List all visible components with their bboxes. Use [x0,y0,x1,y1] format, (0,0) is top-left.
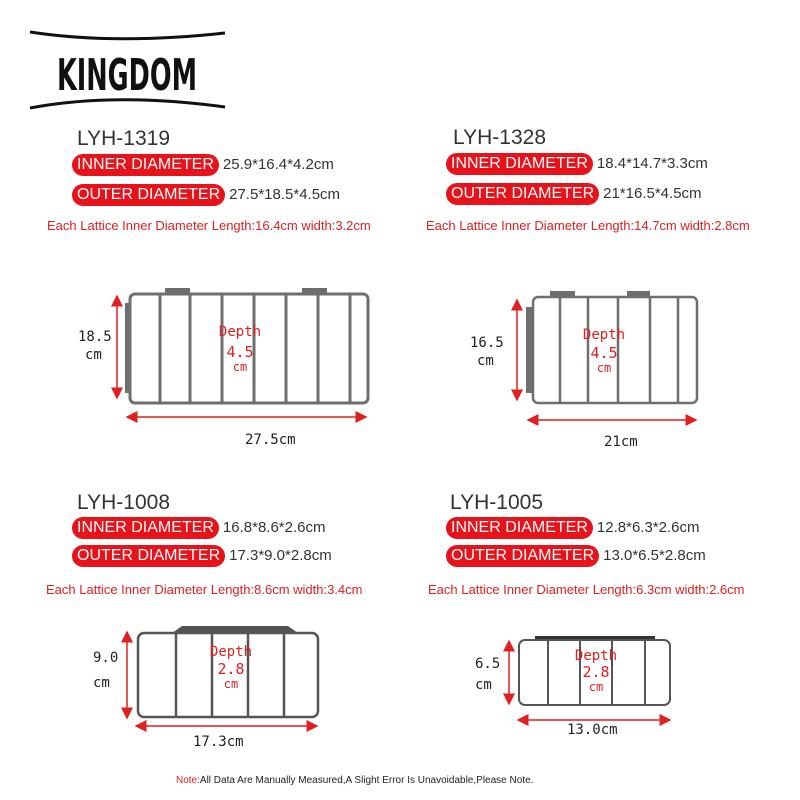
inner-diameter-row [446,517,699,539]
inner-diameter-value: 12.8*6.3*2.6cm [596,519,700,536]
depth-unit: cm [232,359,248,374]
inner-diameter-value: 16.8*8.6*2.6cm [222,519,326,536]
width-label: 27.5cm [245,432,296,448]
depth-unit: cm [596,360,612,375]
svg-text:KINGDOM: KINGDOM [57,50,197,101]
outer-diameter-value: 21*16.5*4.5cm [603,185,702,202]
kingdom-logo [30,32,225,108]
depth-label-group [569,328,639,375]
width-label: 13.0cm [567,722,618,738]
lattice-note: Each Lattice Inner Diameter Length:8.6cm width:3.4cm [46,582,363,597]
height-unit: cm [475,677,492,693]
depth-value: 2.8 [582,663,610,682]
model-title: LYH-1328 [453,126,547,149]
height-value: 18.5 [78,329,112,345]
outer-diameter-badge: OUTER DIAMETER [72,184,225,206]
inner-diameter-row [446,153,708,175]
depth-label: Depth [218,324,262,340]
inner-diameter-badge: INNER DIAMETER [72,154,219,176]
depth-label: Depth [574,648,618,664]
inner-diameter-row [72,517,325,539]
footer-note [176,775,533,786]
inner-diameter-value: 18.4*14.7*3.3cm [596,155,708,172]
depth-value: 4.5 [226,343,254,362]
depth-unit: cm [588,679,604,694]
note-label: Note: [176,775,200,786]
outer-diameter-badge: OUTER DIAMETER [446,545,599,567]
depth-value: 4.5 [590,344,618,363]
height-unit: cm [93,675,110,691]
outer-diameter-row [72,184,340,206]
depth-label: Depth [582,327,626,343]
model-title: LYH-1008 [77,491,171,514]
outer-diameter-value: 27.5*18.5*4.5cm [229,186,341,203]
height-value: 16.5 [470,335,504,351]
depth-label: Depth [209,644,253,660]
depth-label-group [561,649,631,694]
depth-label-group [205,325,275,374]
inner-diameter-value: 25.9*16.4*4.2cm [222,156,334,173]
inner-diameter-badge: INNER DIAMETER [446,517,593,539]
lattice-note: Each Lattice Inner Diameter Length:16.4cm width:3.2cm [47,218,371,233]
depth-label-group [196,645,266,691]
outer-diameter-badge: OUTER DIAMETER [72,545,225,567]
height-unit: cm [85,347,102,363]
inner-diameter-badge: INNER DIAMETER [446,153,593,175]
outer-diameter-value: 17.3*9.0*2.8cm [229,547,332,564]
width-label: 21cm [604,434,638,450]
height-unit: cm [477,353,494,369]
outer-diameter-row [72,545,332,567]
note-text: All Data Are Manually Measured,A Slight Error Is Unavoidable,Please Note. [199,775,534,786]
model-title: LYH-1005 [450,491,544,514]
inner-diameter-badge: INNER DIAMETER [72,517,219,539]
inner-diameter-row [72,154,334,176]
depth-value: 2.8 [217,660,245,679]
lattice-note: Each Lattice Inner Diameter Length:14.7cm width:2.8cm [426,218,750,233]
outer-diameter-row [446,183,702,205]
height-value: 6.5 [475,656,501,672]
height-value: 9.0 [93,650,119,666]
lattice-note: Each Lattice Inner Diameter Length:6.3cm width:2.6cm [428,582,745,597]
outer-diameter-value: 13.0*6.5*2.8cm [603,547,706,564]
model-title: LYH-1319 [77,127,171,150]
width-label: 17.3cm [193,734,244,750]
outer-diameter-row [446,545,706,567]
outer-diameter-badge: OUTER DIAMETER [446,183,599,205]
depth-unit: cm [223,676,239,691]
